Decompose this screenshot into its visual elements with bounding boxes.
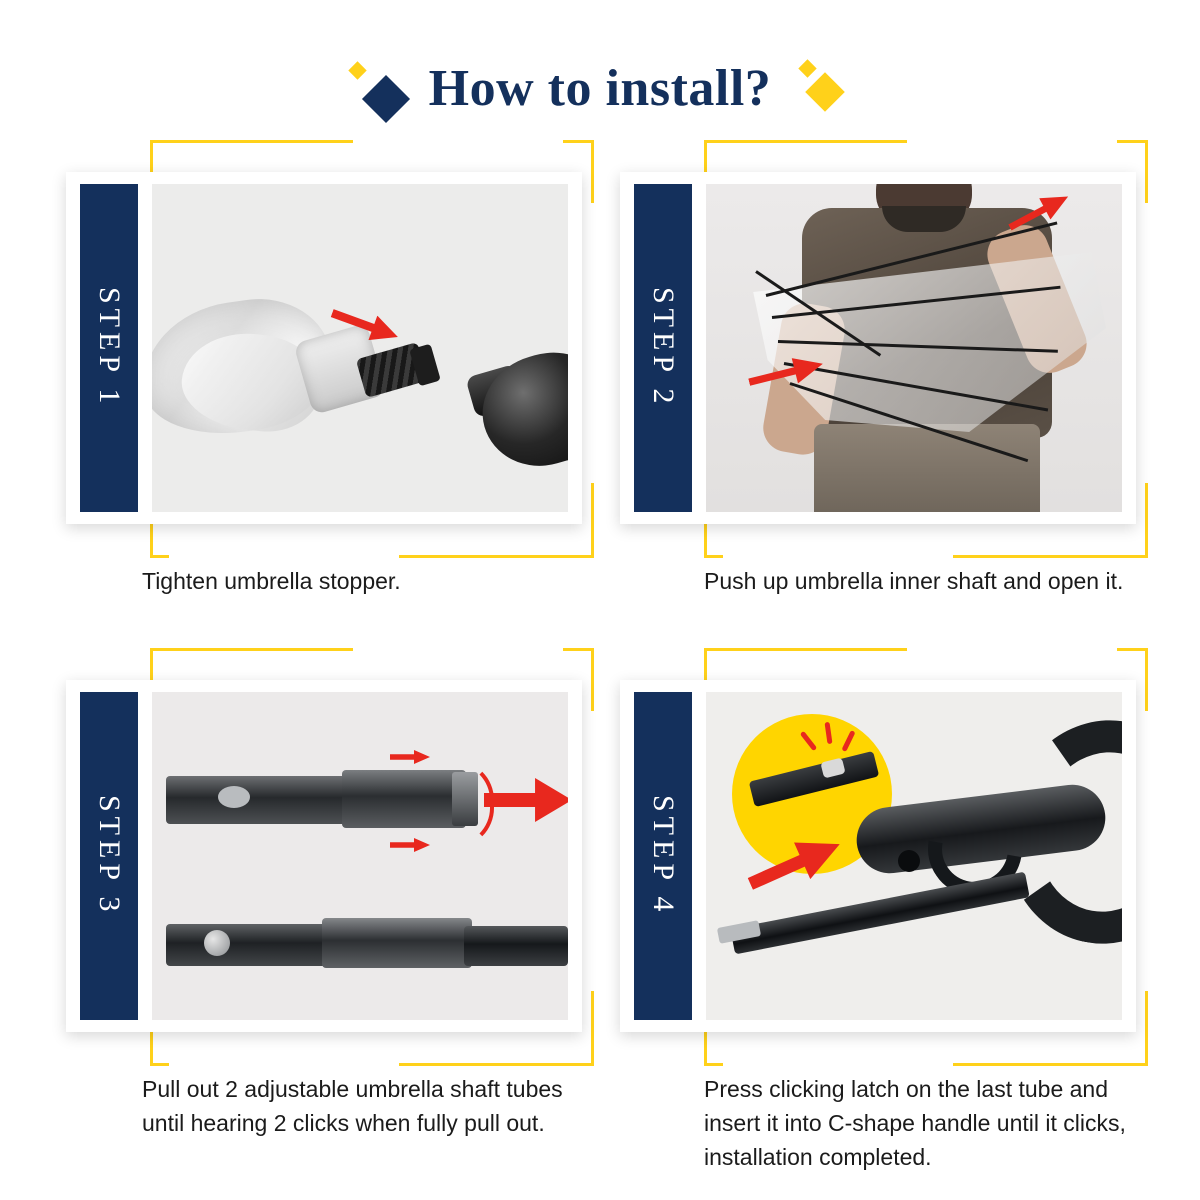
step-4-photo	[706, 692, 1122, 1020]
steps-grid	[0, 140, 1200, 1200]
step-3-photo-panel	[66, 680, 582, 1032]
step-2-caption: Push up umbrella inner shaft and open it.	[704, 568, 1124, 594]
frame-gap-right	[1141, 203, 1149, 483]
header-decoration-left	[351, 58, 403, 118]
step-4-label: STEP 4	[647, 795, 680, 917]
click-spark-icon	[802, 716, 862, 760]
step-4-caption: Press clicking latch on the last tube and insert it into C-shape handle until it clicks, installation completed.	[704, 1076, 1126, 1170]
person-pants	[814, 424, 1040, 512]
step-card-4	[608, 648, 1148, 1170]
step-1-badge	[80, 184, 138, 512]
frame-gap-top	[907, 647, 1117, 655]
step-1-caption: Tighten umbrella stopper.	[142, 568, 401, 594]
step-3-photo	[152, 692, 568, 1020]
page-title: How to install?	[428, 59, 772, 117]
step-2-badge	[634, 184, 692, 512]
step-3-badge	[80, 692, 138, 1020]
frame-gap-bottom	[723, 1059, 953, 1067]
shirt-collar	[882, 206, 966, 232]
frame-gap-top	[907, 139, 1117, 147]
photo-background	[152, 692, 568, 1020]
step-1-photo-panel	[66, 172, 582, 524]
frame-gap-right	[1141, 711, 1149, 991]
step-4-illustration	[706, 692, 1122, 1020]
second-shaft-tube-outer	[166, 924, 326, 966]
diamond-navy-icon	[362, 75, 410, 123]
second-shaft-tube-inner	[464, 926, 568, 966]
step-4-card-body	[608, 648, 1148, 1048]
frame-gap-top	[353, 139, 563, 147]
step-2-card-body	[608, 140, 1148, 540]
step-1-label: STEP 1	[93, 287, 126, 409]
handle-insert-port	[898, 850, 920, 872]
step-3-card-body	[54, 648, 594, 1048]
step-2-label: STEP 2	[647, 287, 680, 409]
frame-gap-top	[353, 647, 563, 655]
step-3-illustration	[152, 692, 568, 1020]
tube-click-hole	[218, 786, 250, 808]
umbrella-stopper	[469, 338, 568, 480]
page-header	[0, 48, 1200, 128]
step-3-caption: Pull out 2 adjustable umbrella shaft tubes until hearing 2 clicks when fully pull out.	[142, 1076, 563, 1136]
step-4-badge	[634, 692, 692, 1020]
step-1-illustration	[152, 184, 568, 512]
frame-gap-bottom	[169, 1059, 399, 1067]
step-2-illustration	[706, 184, 1122, 512]
step-2-photo-panel	[620, 172, 1136, 524]
diamond-yellow-small-icon	[799, 59, 817, 77]
header-decoration-right	[797, 58, 849, 118]
step-1-photo	[152, 184, 568, 512]
step-1-card-body	[54, 140, 594, 540]
frame-gap-right	[587, 711, 595, 991]
frame-gap-right	[587, 203, 595, 483]
step-card-1	[54, 140, 594, 594]
shaft-tube-outer	[166, 776, 346, 824]
step-3-label: STEP 3	[93, 795, 126, 917]
step-4-photo-panel	[620, 680, 1136, 1032]
frame-gap-bottom	[169, 551, 399, 559]
second-shaft-tube-middle	[322, 918, 472, 968]
step-2-photo	[706, 184, 1122, 512]
diamond-yellow-icon	[348, 61, 366, 79]
step-card-3	[54, 648, 594, 1136]
diamond-yellow-large-icon	[806, 72, 846, 112]
frame-gap-bottom	[723, 551, 953, 559]
step-card-2	[608, 140, 1148, 594]
tube-screw-head	[204, 930, 230, 956]
